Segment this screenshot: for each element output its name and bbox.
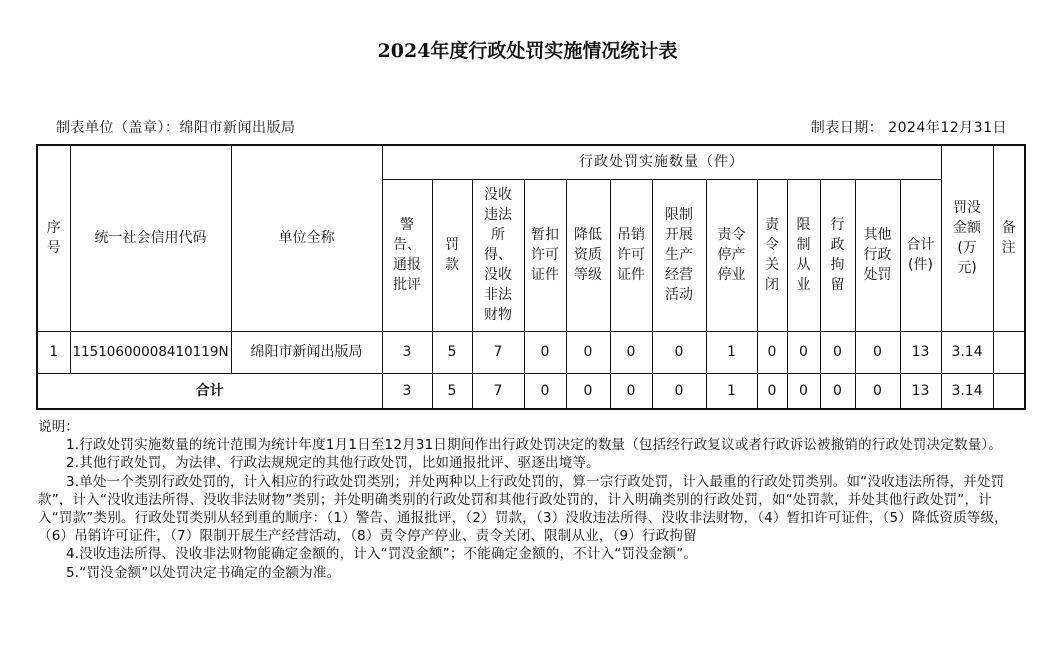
report-date-label: 制表日期： <box>810 120 884 136</box>
header-remark: 备注 <box>993 145 1025 331</box>
row-value: 7 <box>472 331 524 373</box>
total-value: 13 <box>900 373 941 409</box>
row-value: 0 <box>820 331 855 373</box>
header-col-other: 其他行政处罚 <box>855 179 900 331</box>
reporting-unit: 制表单位（盖章）：绵阳市新闻出版局 <box>56 120 296 136</box>
header-col-fine: 罚款 <box>432 179 472 331</box>
report-date-value: 2024年12月31日 <box>888 120 1007 136</box>
row-value: 1 <box>706 331 757 373</box>
note-item: 1.行政处罚实施数量的统计范围为统计年度1月1日至12月31日期间作出行政处罚决定的数量（包括经行政复议或者行政诉讼被撤销的行政处罚决定数量）。 <box>66 437 1003 454</box>
total-value: 7 <box>472 373 524 409</box>
row-value: 13 <box>900 331 941 373</box>
total-value: 0 <box>855 373 900 409</box>
row-value: 0 <box>524 331 566 373</box>
row-credit-code: 11510600008410119N <box>70 331 231 373</box>
total-value: 0 <box>610 373 652 409</box>
header-col-license-suspend: 暂扣许可证件 <box>524 179 566 331</box>
header-col-license-revoke: 吊销许可证件 <box>610 179 652 331</box>
total-value: 5 <box>432 373 472 409</box>
header-credit-code: 统一社会信用代码 <box>70 145 231 331</box>
row-amount: 3.14 <box>941 331 993 373</box>
total-value: 1 <box>706 373 757 409</box>
header-amount: 罚没金额(万元) <box>941 145 993 331</box>
total-value: 0 <box>524 373 566 409</box>
total-amount: 3.14 <box>941 373 993 409</box>
header-col-total: 合计(件) <box>900 179 941 331</box>
header-col-confiscation: 没收违法所得、没收非法财物 <box>472 179 524 331</box>
total-value: 3 <box>382 373 432 409</box>
note-item: 3.单处一个类别行政处罚的，计入相应的行政处罚类别；并处两种以上行政处罚的，算一宗行政处罚，计入最重的行政处罚类别。如“没收违法所得，并处罚款”，计入“没收违法所得、没收非法财物”类别；并处明确类别的行政处罚和其他行政处罚的，计入明确类别的行政处罚，如“处罚款，并处其他行政处罚”，计入“罚款”类别。行政处罚类别从轻到重的顺序：（1）警告、通报批评，（2）罚款，（3）没收违法所得、没收非法财物，（4）暂扣许可证件，（5）降低资质等级，（6）吊销许可证件，（7）限制开展生产经营活动，（8）责令停产停业、责令关闭、限制从业，（9）行政拘留 <box>38 473 1008 545</box>
page-title: 2024年度行政处罚实施情况统计表 <box>377 40 678 62</box>
header-col-detention: 行政拘留 <box>820 179 855 331</box>
total-row <box>37 373 1025 409</box>
total-value: 0 <box>787 373 820 409</box>
report-date <box>811 117 1007 137</box>
row-value: 0 <box>757 331 787 373</box>
header-col-suspend-production: 责令停产停业 <box>706 179 757 331</box>
total-value: 0 <box>820 373 855 409</box>
row-value: 5 <box>432 331 472 373</box>
note-item: 5.“罚没金额”以处罚决定书确定的金额为准。 <box>66 564 341 581</box>
row-value: 0 <box>610 331 652 373</box>
notes-section <box>38 418 1013 582</box>
header-seq: 序号 <box>37 145 70 331</box>
header-penalty-group: 行政处罚实施数量（件） <box>382 145 941 179</box>
header-col-restrict-employment: 限制从业 <box>787 179 820 331</box>
row-unit-name: 绵阳市新闻出版局 <box>231 331 382 373</box>
table-row <box>37 331 1025 373</box>
row-value: 0 <box>652 331 706 373</box>
row-value: 0 <box>855 331 900 373</box>
row-value: 0 <box>787 331 820 373</box>
row-remark <box>993 331 1025 373</box>
row-seq: 1 <box>37 331 70 373</box>
row-value: 3 <box>382 331 432 373</box>
row-value: 0 <box>566 331 610 373</box>
total-remark <box>993 373 1025 409</box>
total-value: 0 <box>757 373 787 409</box>
total-value: 0 <box>652 373 706 409</box>
header-col-warning: 警告、通报批评 <box>382 179 432 331</box>
header-unit-name: 单位全称 <box>231 145 382 331</box>
penalty-statistics-table <box>36 144 1026 410</box>
header-row-group <box>37 145 1025 179</box>
notes-heading: 说明： <box>38 419 80 435</box>
header-col-restrict-production: 限制开展生产经营活动 <box>652 179 706 331</box>
note-item: 2.其他行政处罚，为法律、行政法规规定的其他行政处罚，比如通报批评、驱逐出境等。 <box>66 455 600 472</box>
note-item: 4.没收违法所得、没收非法财物能确定金额的，计入“罚没金额”；不能确定金额的，不计入“罚没金额”。 <box>66 546 698 563</box>
header-col-downgrade: 降低资质等级 <box>566 179 610 331</box>
total-value: 0 <box>566 373 610 409</box>
header-col-close: 责令关闭 <box>757 179 787 331</box>
total-label: 合计 <box>37 373 382 409</box>
